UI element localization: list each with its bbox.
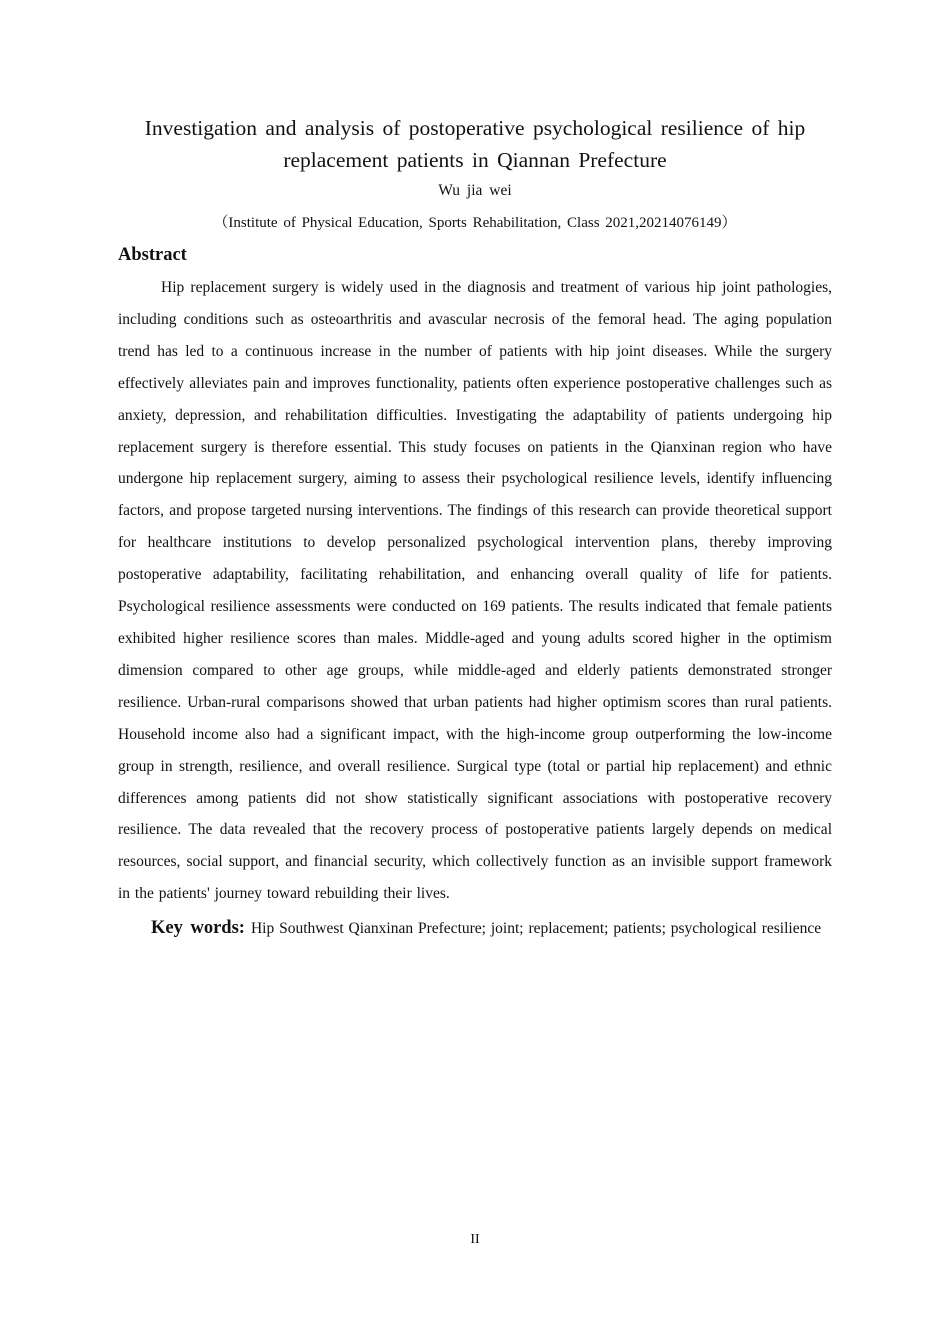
keywords-text: Hip Southwest Qianxinan Prefecture; joint; replacement; patients; psychological resilience bbox=[250, 920, 822, 938]
paper-title: Investigation and analysis of postoperative psychological resilience of hip replacement patients in Qiannan Prefecture bbox=[144, 116, 806, 172]
abstract-body: Hip replacement surgery is widely used in the diagnosis and treatment of various hip joint pathologies, including conditions such as osteoarthritis and avascular necrosis of the femoral head. The aging population trend has led to a continuous increase in the number of patients with hip joint diseases. While the surgery effectively alleviates pain and improves functionality, patients often experience postoperative challenges such as anxiety, depression, and rehabilitation difficulties. Investigating the adaptability of patients undergoing hip replacement surgery is therefore essential. This study focuses on patients in the Qianxinan region who have undergone hip replacement surgery, aiming to assess their psychological resilience levels, identify influencing factors, and propose targeted nursing interventions. The findings of this research can provide theoretical support for healthcare institutions to develop personalized psychological intervention plans, thereby improving postoperative adaptability, facilitating rehabilitation, and enhancing overall quality of life for patients. Psychological resilience assessments were conducted on 169 patients. The results indicated that female patients exhibited higher resilience scores than males. Middle-aged and young adults scored higher in the optimism dimension compared to other age groups, while middle-aged and elderly patients demonstrated stronger resilience. Urban-rural comparisons showed that urban patients had higher optimism scores than rural patients. Household income also had a significant impact, with the high-income group outperforming the low-income group in strength, resilience, and overall resilience. Surgical type (total or partial hip replacement) and ethnic differences among patients did not show statistically significant associations with postoperative recovery resilience. The data revealed that the recovery process of postoperative patients largely depends on medical resources, social support, and financial security, which collectively function as an invisible support framework in the patients' journey toward rebuilding their lives. bbox=[118, 279, 832, 903]
author-name: Wu jia wei bbox=[438, 182, 512, 199]
abstract-heading: Abstract bbox=[118, 245, 187, 265]
keywords-label: Key words: bbox=[151, 918, 245, 939]
author-affiliation: （Institute of Physical Education, Sports Rehabilitation, Class 2021,20214076149） bbox=[213, 215, 737, 231]
keywords-paragraph bbox=[118, 913, 832, 944]
page-number: II bbox=[470, 1232, 480, 1247]
document-page bbox=[118, 112, 832, 944]
